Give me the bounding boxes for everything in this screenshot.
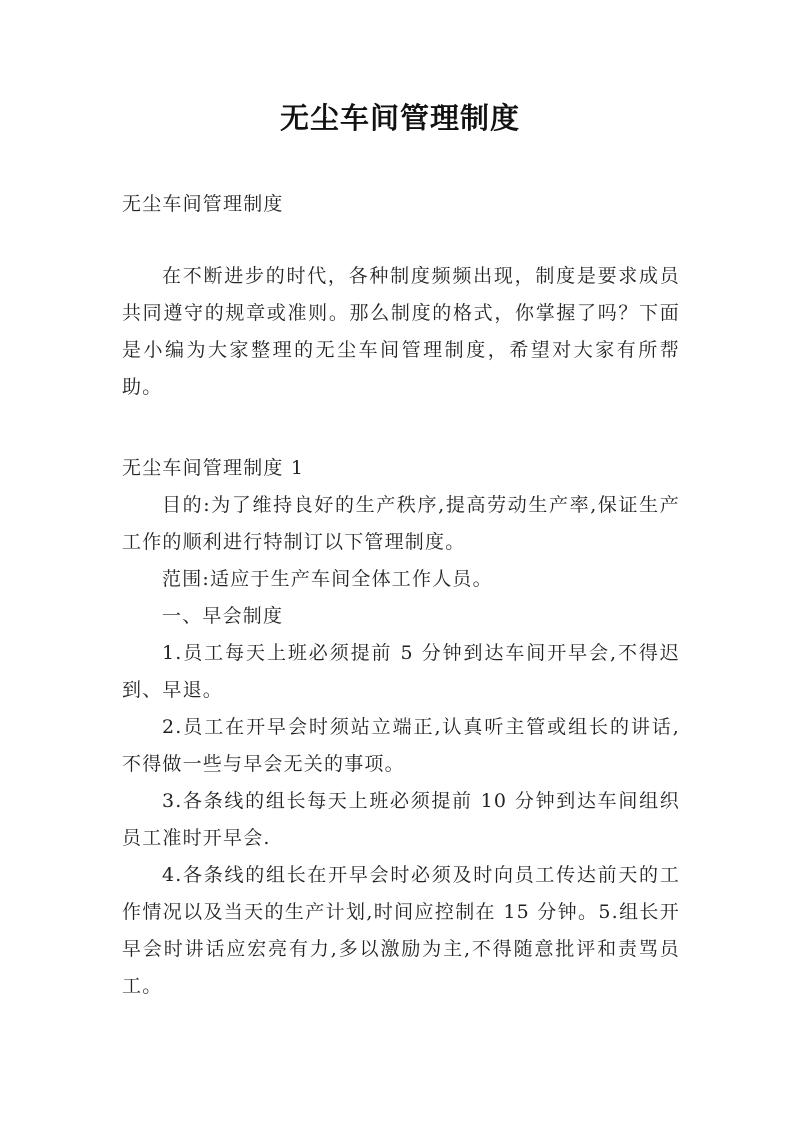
intro-paragraph: 在不断进步的时代，各种制度频频出现，制度是要求成员共同遵守的规章或准则。那么制度的格式，你掌握了吗？下面是小编为大家整理的无尘车间管理制度，希望对大家有所帮助。 (122, 265, 680, 398)
intro-heading: 无尘车间管理制度 (122, 193, 284, 215)
rule-item-2: 2.员工在开早会时须站立端正,认真听主管或组长的讲话,不得做一些与早会无关的事项。 (122, 716, 680, 775)
document-title: 无尘车间管理制度 (279, 101, 520, 135)
section-heading: 无尘车间管理制度 1 (122, 457, 305, 479)
rule-item-1: 1.员工每天上班必须提前 5 分钟到达车间开早会,不得迟到、早退。 (122, 642, 680, 701)
section-1 (122, 450, 680, 1005)
paragraph-purpose: 目的:为了维持良好的生产秩序,提高劳动生产率,保证生产工作的顺利进行特制订以下管理制度。 (122, 494, 680, 553)
paragraph-scope: 范围:适应于生产车间全体工作人员。 (162, 568, 493, 590)
subheading-morning-meeting: 一、早会制度 (162, 605, 284, 627)
rule-item-3: 3.各条线的组长每天上班必须提前 10 分钟到达车间组织员工准时开早会. (122, 790, 680, 849)
intro-block (122, 258, 680, 406)
rule-item-4-5: 4.各条线的组长在开早会时必须及时向员工传达前天的工作情况以及当天的生产计划,时间应控制在 15 分钟。5.组长开早会时讲话应宏亮有力,多以激励为主,不得随意批评和责骂员工。 (122, 864, 680, 997)
intro-heading-block (122, 186, 680, 223)
